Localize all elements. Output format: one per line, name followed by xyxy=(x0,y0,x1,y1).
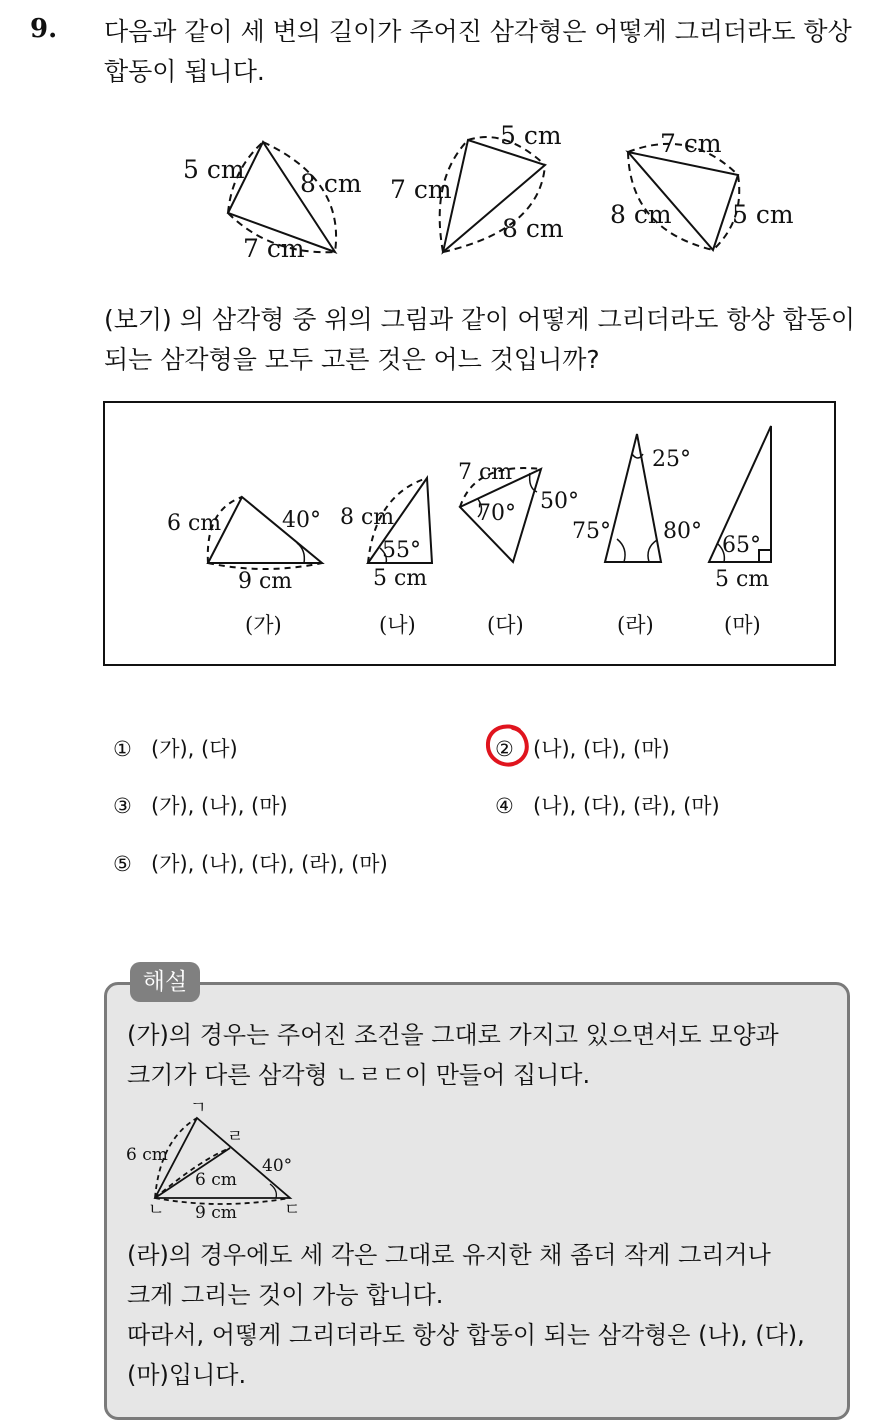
na-base-label: 5 cm xyxy=(373,566,428,591)
choice-5-number: ⑤ xyxy=(113,852,132,876)
solution-para-2-line-1: (라)의 경우에도 세 각은 그대로 유지한 채 좀더 작게 그리거나 xyxy=(127,1241,771,1269)
choice-1-number: ① xyxy=(113,737,132,761)
choice-5[interactable] xyxy=(113,848,388,878)
tri2-side-a: 5 cm xyxy=(500,121,562,150)
tri1-side-a: 5 cm xyxy=(183,155,245,184)
da-caption: (다) xyxy=(487,613,524,637)
ga-side-label: 6 cm xyxy=(167,511,222,536)
sol-base-label: 9 cm xyxy=(195,1203,237,1223)
na-side-label: 8 cm xyxy=(340,505,395,530)
prompt-line-1: (보기) 의 삼각형 중 위의 그림과 같이 어떻게 그리더라도 항상 합동이 xyxy=(104,305,856,334)
da-angle2-label: 70° xyxy=(477,501,516,526)
sol-side-1: 6 cm xyxy=(126,1145,168,1165)
ga-caption: (가) xyxy=(245,613,282,637)
answer-circle-mark xyxy=(483,722,533,770)
ma-angle-label: 65° xyxy=(722,533,761,558)
na-angle-label: 55° xyxy=(382,538,421,563)
tri1-side-c: 7 cm xyxy=(243,234,305,263)
solution-para-3-line-1: 따라서, 어떻게 그리더라도 항상 합동이 되는 삼각형은 (나), (다), xyxy=(127,1321,805,1349)
solution-tag: 해설 xyxy=(130,962,200,1002)
example-box xyxy=(0,400,893,670)
question-intro xyxy=(104,12,874,92)
ra-angle-right-label: 80° xyxy=(663,519,702,544)
choice-2-text: (나), (다), (마) xyxy=(533,737,670,761)
na-caption: (나) xyxy=(379,613,416,637)
tri2-side-b: 7 cm xyxy=(390,175,452,204)
given-triangles-figure xyxy=(0,110,893,270)
tri3-side-a: 7 cm xyxy=(660,129,722,158)
tri1-side-b: 8 cm xyxy=(300,169,362,198)
ra-angle-mark-left xyxy=(617,539,625,562)
ra-angle-top-label: 25° xyxy=(652,447,691,472)
solution-para-2 xyxy=(127,1235,847,1395)
choice-4[interactable] xyxy=(495,790,720,820)
intro-line-1: 다음과 같이 세 변의 길이가 주어진 삼각형은 어떻게 그리더라도 항상 xyxy=(104,17,852,46)
ra-angle-left-label: 75° xyxy=(572,519,611,544)
sol-angle-label: 40° xyxy=(262,1156,293,1176)
ga-angle-label: 40° xyxy=(282,508,321,533)
sol-vertex-2: ㄹ xyxy=(227,1127,244,1147)
ra-caption: (라) xyxy=(617,613,654,637)
choice-3-text: (가), (나), (마) xyxy=(151,794,288,818)
ma-caption: (마) xyxy=(724,613,761,637)
ma-base-label: 5 cm xyxy=(715,567,770,592)
solution-para-3-line-2: (마)입니다. xyxy=(127,1361,247,1389)
choice-3[interactable] xyxy=(113,790,288,820)
question-prompt xyxy=(104,300,879,380)
prompt-line-2: 되는 삼각형을 모두 고른 것은 어느 것입니까? xyxy=(104,345,600,374)
choice-3-number: ③ xyxy=(113,794,132,818)
solution-para-1 xyxy=(127,1015,847,1095)
question-number: 9. xyxy=(30,14,58,44)
sol-vertex-4: ㄷ xyxy=(284,1200,301,1220)
solution-para-1-line-1: (가)의 경우는 주어진 조건을 그대로 가지고 있으면서도 모양과 xyxy=(127,1021,779,1049)
sol-side-2: 6 cm xyxy=(195,1170,237,1190)
choice-1[interactable] xyxy=(113,733,238,763)
choice-1-text: (가), (다) xyxy=(151,737,238,761)
da-side-label: 7 cm xyxy=(458,460,513,485)
ga-base-label: 9 cm xyxy=(238,569,293,594)
choice-4-number: ④ xyxy=(495,794,514,818)
solution-para-2-line-2: 크게 그리는 것이 가능 합니다. xyxy=(127,1281,444,1309)
da-angle1-label: 50° xyxy=(540,489,579,514)
choice-5-text: (가), (나), (다), (라), (마) xyxy=(151,852,388,876)
choice-2-number: ② xyxy=(495,737,514,761)
solution-figure xyxy=(120,1100,320,1230)
tri2-side-c: 8 cm xyxy=(502,214,564,243)
ga-angle-mark xyxy=(297,543,304,563)
sol-vertex-3: ㄴ xyxy=(148,1200,165,1220)
solution-para-1-line-2: 크기가 다른 삼각형 ㄴㄹㄷ이 만들어 집니다. xyxy=(127,1061,591,1089)
ra-angle-mark-right xyxy=(648,540,657,562)
tri3-side-b: 8 cm xyxy=(610,200,672,229)
choice-4-text: (나), (다), (라), (마) xyxy=(533,794,720,818)
tri3-side-c: 5 cm xyxy=(732,200,794,229)
intro-line-2: 합동이 됩니다. xyxy=(104,57,265,86)
sol-vertex-1: ㄱ xyxy=(190,1100,207,1118)
